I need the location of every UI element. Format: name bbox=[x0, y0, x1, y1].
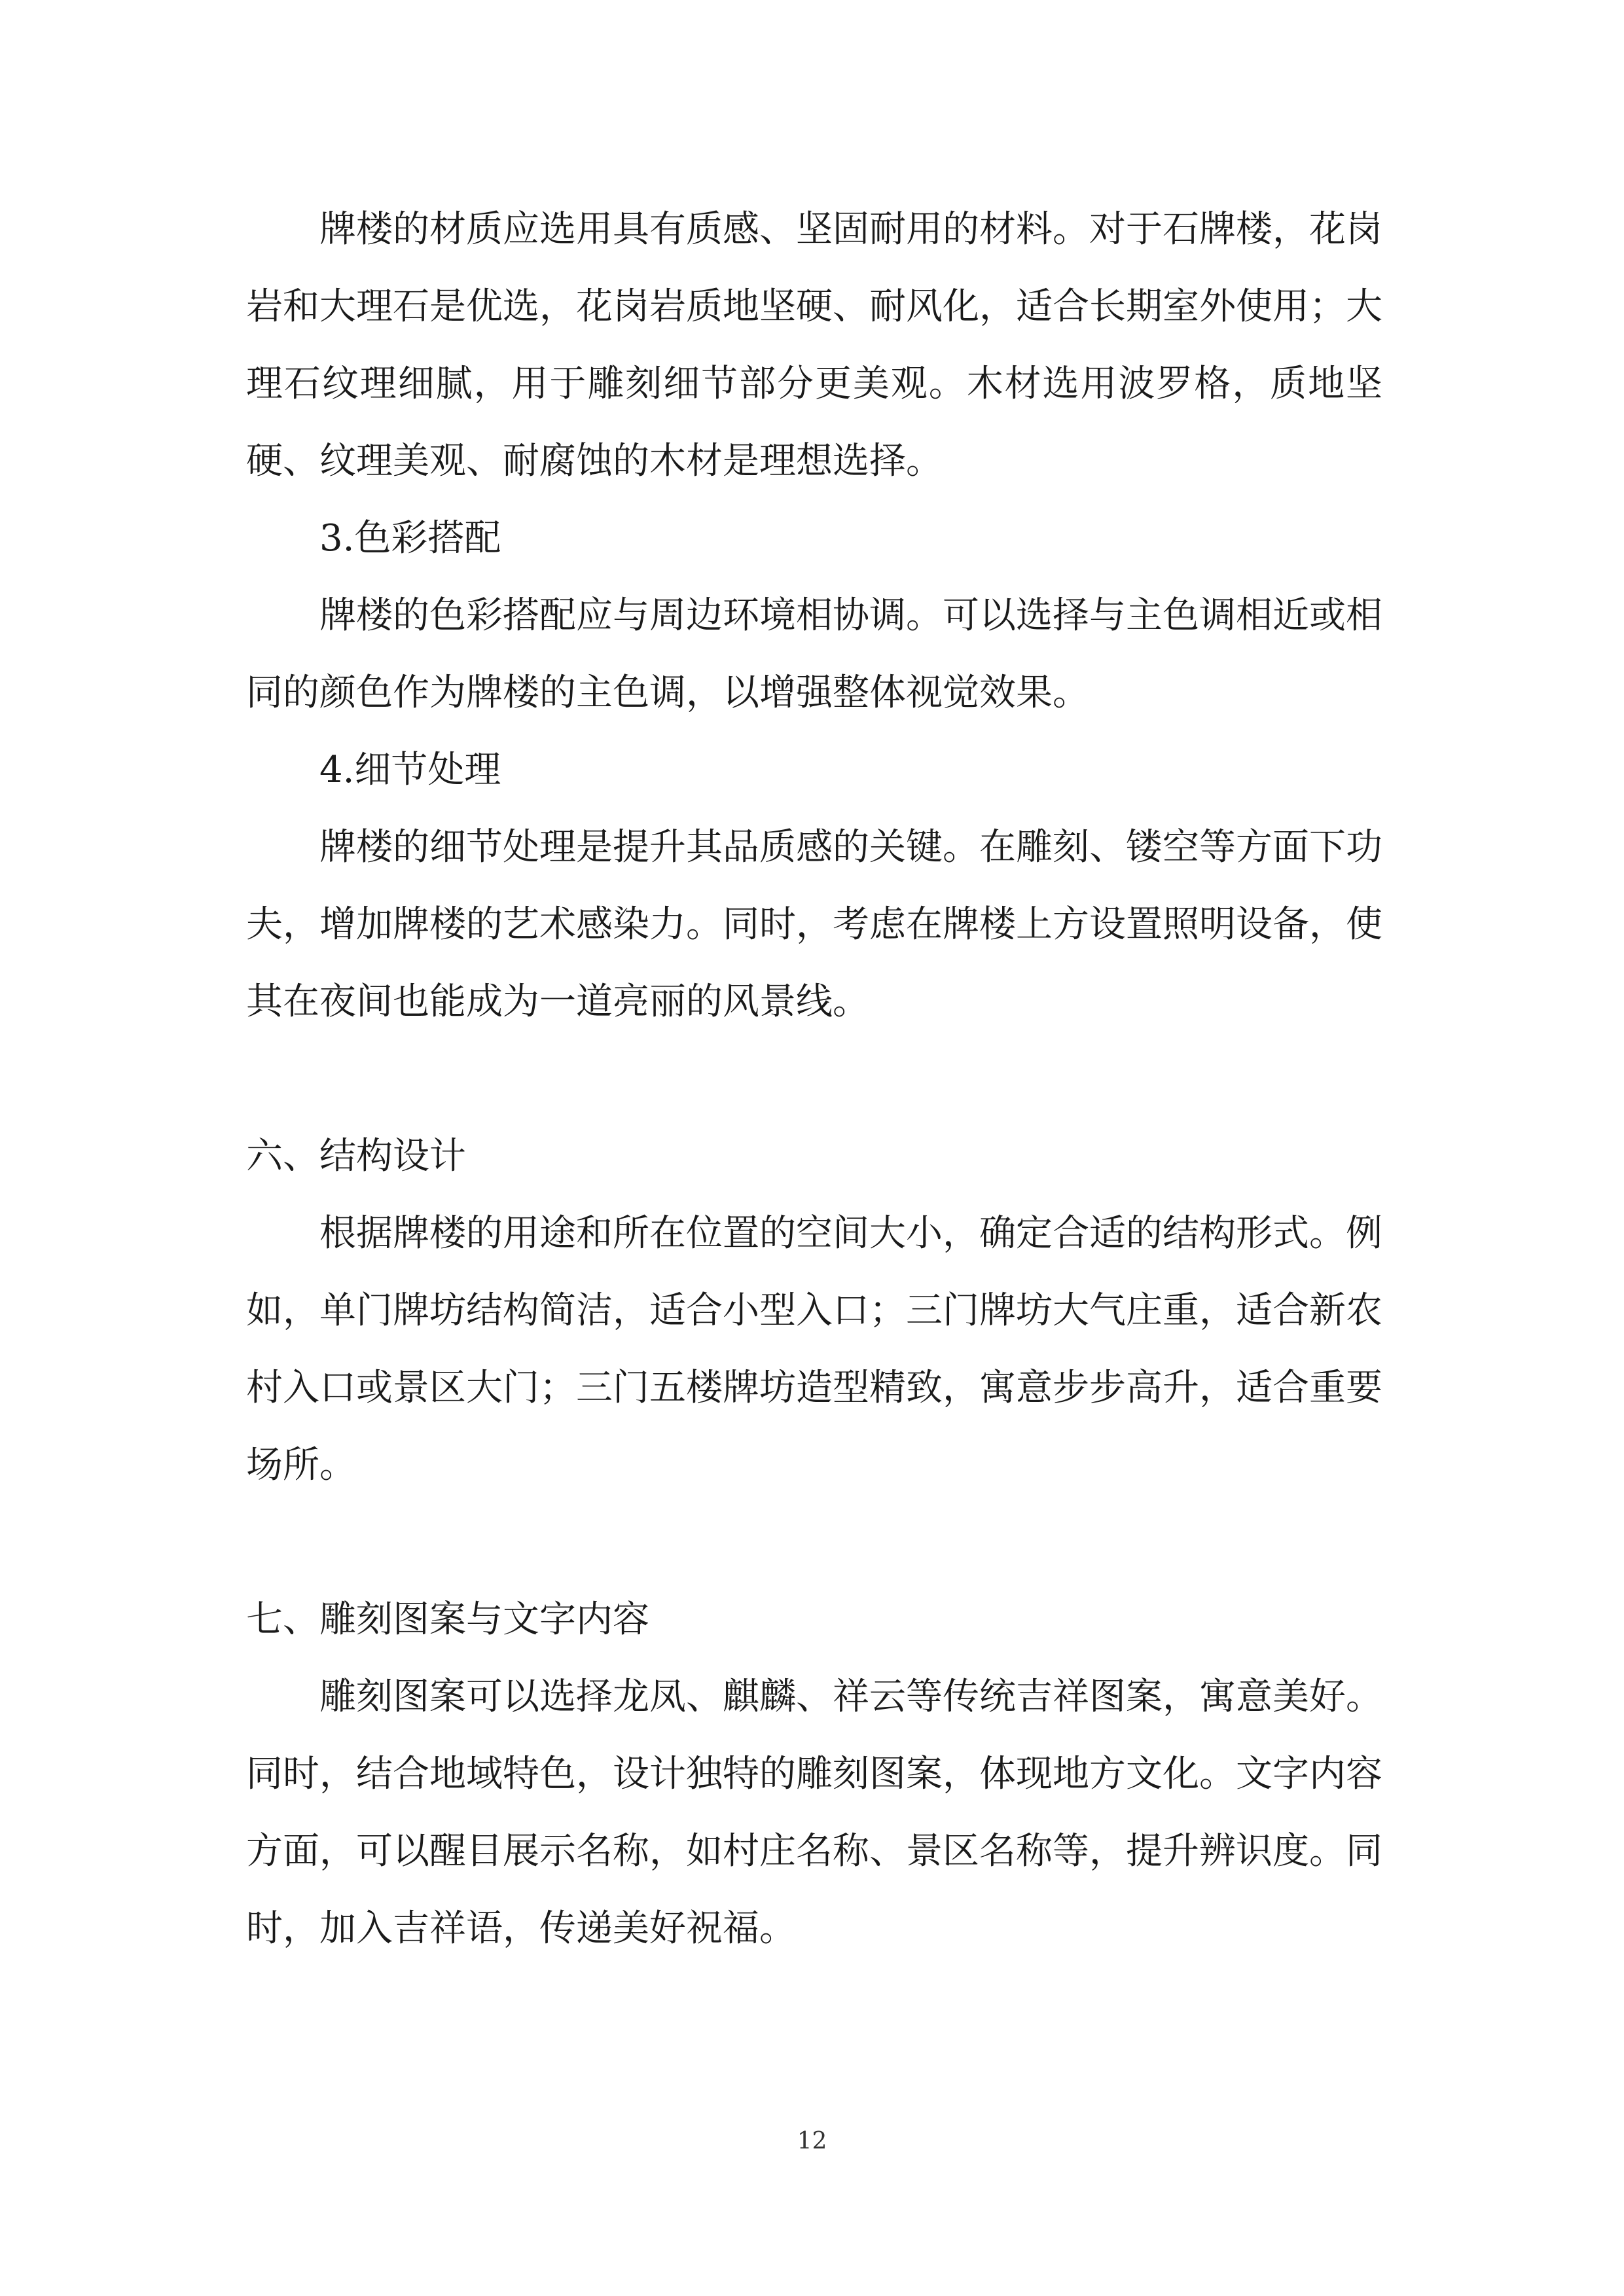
paragraph-color: 牌楼的色彩搭配应与周边环境相协调。可以选择与主色调相近或相同的颜色作为牌楼的主色调，以增强整体视觉效果。 bbox=[246, 594, 1382, 714]
section-heading-structure: 六、结构设计 bbox=[246, 1135, 466, 1177]
subheading-color: 3.色彩搭配 bbox=[319, 517, 501, 560]
paragraph-material: 牌楼的材质应选用具有质感、坚固耐用的材料。对于石牌楼，花岗岩和大理石是优选，花岗岩质地坚硬、耐风化，适合长期室外使用；大理石纹理细腻，用于雕刻细节部分更美观。木材选用波罗格，质地坚硬、纹理美观、耐腐蚀的木材是理想选择。 bbox=[246, 208, 1382, 482]
page-body bbox=[246, 191, 1382, 1967]
paragraph-structure: 根据牌楼的用途和所在位置的空间大小，确定合适的结构形式。例如，单门牌坊结构简洁，适合小型入口；三门牌坊大气庄重，适合新农村入口或景区大门；三门五楼牌坊造型精致，寓意步步高升，适合重要场所。 bbox=[246, 1212, 1382, 1486]
paragraph-carving: 雕刻图案可以选择龙凤、麒麟、祥云等传统吉祥图案，寓意美好。同时，结合地域特色，设计独特的雕刻图案，体现地方文化。文字内容方面，可以醒目展示名称，如村庄名称、景区名称等，提升辨识度。同时，加入吉祥语，传递美好祝福。 bbox=[246, 1676, 1382, 1950]
paragraph-detail: 牌楼的细节处理是提升其品质感的关键。在雕刻、镂空等方面下功夫，增加牌楼的艺术感染力。同时，考虑在牌楼上方设置照明设备，使其在夜间也能成为一道亮丽的风景线。 bbox=[246, 826, 1382, 1023]
section-heading-carving: 七、雕刻图案与文字内容 bbox=[246, 1598, 649, 1641]
page-number: 12 bbox=[797, 2128, 827, 2155]
subheading-detail: 4.细节处理 bbox=[319, 749, 501, 791]
